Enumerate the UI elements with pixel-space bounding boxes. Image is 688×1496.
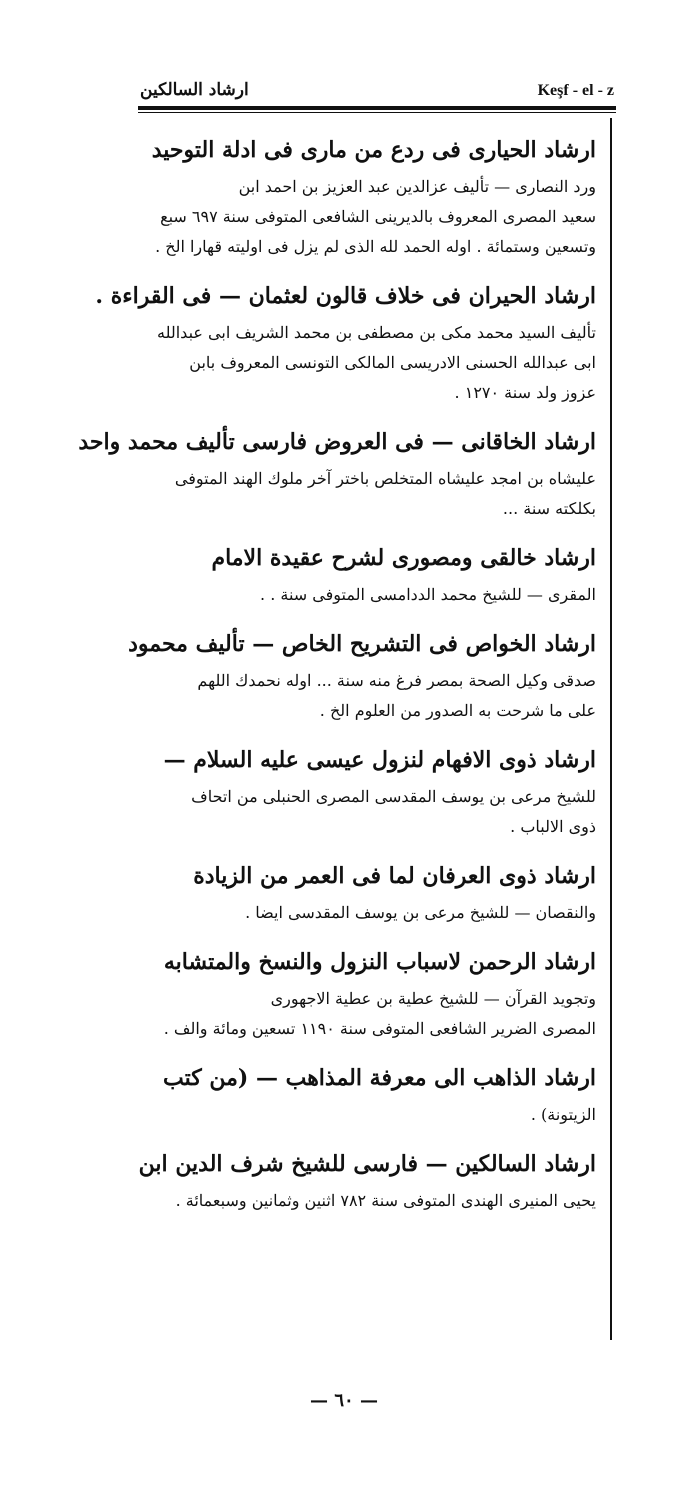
entry-title-line: ارشاد الرحمن لاسباب النزول والنسخ والمتشابه: [163, 949, 596, 975]
entry-text-line: على ما شرحت به الصدور من العلوم الخ .: [319, 701, 596, 720]
catalog-entry: [136, 854, 596, 928]
running-header: [140, 72, 614, 100]
entry-text-line: الزيتونة) .: [530, 1105, 596, 1124]
catalog-entry: [136, 940, 596, 1044]
entry-text-line: والنقصان — للشيخ مرعى بن يوسف المقدسى ايضا .: [245, 903, 596, 922]
entry-text-line: سعيد المصرى المعروف بالديرينى الشافعى المتوفى سنة ٦٩٧ سبع: [160, 207, 596, 226]
catalog-entry: [136, 1142, 596, 1216]
entry-text-line: يحيى المنيرى الهندى المتوفى سنة ٧٨٢ اثنين وثمانين وسبعمائة .: [175, 1191, 596, 1210]
catalog-entry: [136, 128, 596, 262]
entry-title-line: ارشاد الخاقانى — فى العروض فارسى تأليف محمد واحد: [78, 429, 596, 455]
entry-title-line: ارشاد الخواص فى التشريح الخاص — تأليف محمود: [128, 631, 596, 657]
catalog-entry: [136, 738, 596, 842]
entry-text-line: ذوى الالباب .: [510, 817, 596, 836]
entry-text-line: ابى عبدالله الحسنى الادريسى المالكى التونسى المعروف بابن: [189, 353, 596, 372]
entry-text-line: عزوز ولد سنة ١٢٧٠ .: [454, 383, 596, 402]
running-head-latin: Keşf - el - z: [537, 82, 614, 99]
header-rule-thick: [138, 106, 616, 110]
column-rule: [610, 118, 612, 1340]
page-number: — ٦٠ —: [310, 1390, 378, 1411]
entry-title-line: ارشاد الحيارى فى ردع من مارى فى ادلة التوحيد: [151, 137, 596, 163]
entry-text-line: بكلكته سنة ...: [502, 499, 596, 518]
catalog-entry: [78, 420, 596, 524]
entry-list: [78, 128, 596, 1228]
entry-text-line: صدقى وكيل الصحة بمصر فرغ منه سنة ... اوله نحمدك اللهم: [197, 671, 596, 690]
running-head-arabic: ارشاد السالكين: [140, 80, 249, 100]
entry-title-line: ارشاد السالكين — فارسى للشيخ شرف الدين ابن: [138, 1151, 596, 1177]
entry-text-line: عليشاه بن امجد عليشاه المتخلص باختر آخر ملوك الهند المتوفى: [174, 469, 596, 488]
entry-text-line: ورد النصارى — تأليف عزالدين عبد العزيز بن احمد ابن: [238, 177, 596, 196]
catalog-entry: [136, 1056, 596, 1130]
header-rule-thin: [138, 112, 616, 113]
entry-text-line: المقرى — للشيخ محمد الددامسى المتوفى سنة . .: [260, 585, 596, 604]
entry-title-line: ارشاد خالقى ومصورى لشرح عقيدة الامام: [211, 545, 596, 571]
catalog-entry: [136, 536, 596, 610]
catalog-entry: [128, 622, 596, 726]
entry-title-line: ارشاد الذاهب الى معرفة المذاهب — (من كتب: [162, 1065, 596, 1091]
entry-text-line: وتجويد القرآن — للشيخ عطية بن عطية الاجهورى: [270, 989, 596, 1008]
entry-text-line: تأليف السيد محمد مكى بن مصطفى بن محمد الشريف ابى عبدالله: [156, 323, 596, 342]
catalog-entry: [95, 274, 596, 408]
entry-title-line: ارشاد ذوى العرفان لما فى العمر من الزيادة: [193, 863, 596, 889]
entry-title-line: ارشاد ذوى الافهام لنزول عيسى عليه السلام —: [163, 747, 596, 773]
entry-text-line: وتسعين وستمائة . اوله الحمد لله الذى لم يزل فى اوليته قهارا الخ .: [155, 237, 596, 256]
entry-text-line: المصرى الضرير الشافعى المتوفى سنة ١١٩٠ تسعين ومائة والف .: [163, 1019, 596, 1038]
entry-text-line: للشيخ مرعى بن يوسف المقدسى المصرى الحنبلى من اتحاف: [191, 787, 596, 806]
entry-title-line: ارشاد الحيران فى خلاف قالون لعثمان — فى القراءة .: [95, 283, 596, 309]
